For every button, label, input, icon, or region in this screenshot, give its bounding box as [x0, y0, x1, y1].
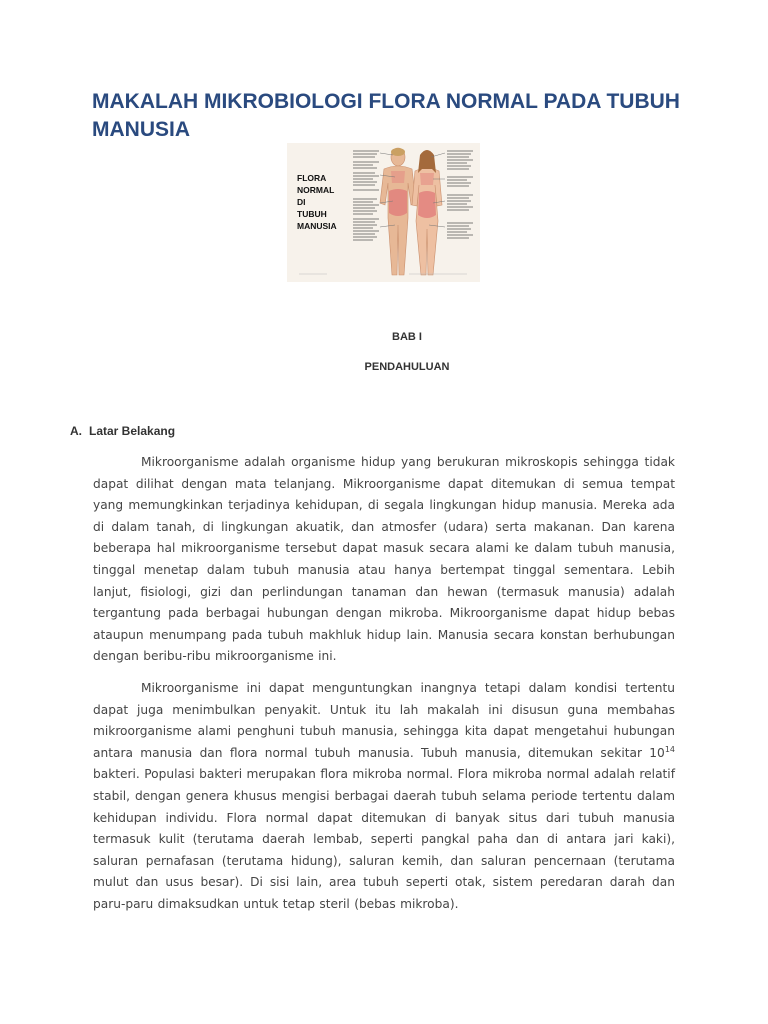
document-title: MAKALAH MIKROBIOLOGI FLORA NORMAL PADA TUBUH MANUSIA: [92, 90, 680, 141]
paragraph-latar-belakang-2: [93, 678, 675, 916]
chapter-title: PENDAHULUAN: [364, 361, 450, 373]
chapter-number: BAB I: [392, 331, 422, 343]
section-heading: [70, 424, 175, 438]
exponent: 14: [664, 744, 675, 754]
figure-caption-line: FLORA: [297, 173, 327, 183]
flora-normal-figure: [287, 143, 480, 282]
figure-caption-line: TUBUH: [297, 209, 327, 219]
figure-caption-line: DI: [297, 197, 306, 207]
section-title: Latar Belakang: [89, 424, 176, 438]
paragraph-text: Mikroorganisme ini dapat menguntungkan inangnya tetapi dalam kondisi tertentu dapat juga menimbulkan penyakit. Untuk itu lah makalah ini disusun guna membahas mikroorganisme alami penghuni tubuh manusia, sehingga kita dapat mengetahui hubungan antara manusia dan flora normal tubuh manusia. Tubuh manusia, ditemukan sekitar 10: [93, 681, 675, 760]
figure-caption-line: MANUSIA: [297, 221, 337, 231]
figure-caption-line: NORMAL: [297, 185, 335, 195]
paragraph-latar-belakang-1: Mikroorganisme adalah organisme hidup yang berukuran mikroskopis sehingga tidak dapat dilihat dengan mata telanjang. Mikroorganisme dapat ditemukan di semua tempat yang memungkinkan terjadinya kehidupan, di segala lingkungan hidup manusia. Mereka ada di dalam tanah, di lingkungan akuatik, dan atmosfer (udara) serta makanan. Dan karena beberapa hal mikroorganisme tersebut dapat masuk secara alami ke dalam tubuh manusia, tinggal menetap dalam tubuh manusia atau hanya bertempat tinggal sementara. Lebih lanjut, fisiologi, gizi dan perlindungan tanaman dan hewan (termasuk manusia) adalah tergantung pada berbagai hubungan dengan mikroba. Mikroorganisme dapat hidup bebas ataupun menumpang pada tubuh makhluk hidup lain. Manusia secara konstan berhubungan dengan beribu-ribu mikroorganisme ini.: [93, 455, 675, 664]
human-anatomy-illustration: [287, 143, 480, 282]
paragraph-text: bakteri. Populasi bakteri merupakan flora mikroba normal. Flora mikroba normal adalah relatif stabil, dengan genera khusus mengisi berbagai daerah tubuh selama periode tertentu dalam kehidupan individu. Flora normal dapat ditemukan di banyak situs dari tubuh manusia termasuk kulit (terutama daerah lembab, seperti pangkal paha dan di antara jari kaki), saluran pernafasan (terutama hidung), saluran kemih, dan saluran pencernaan (terutama mulut dan usus besar). Di sisi lain, area tubuh seperti otak, sistem peredaran darah dan paru-paru dimaksudkan untuk tetap steril (bebas mikroba).: [93, 767, 675, 911]
section-number: A.: [70, 424, 82, 438]
